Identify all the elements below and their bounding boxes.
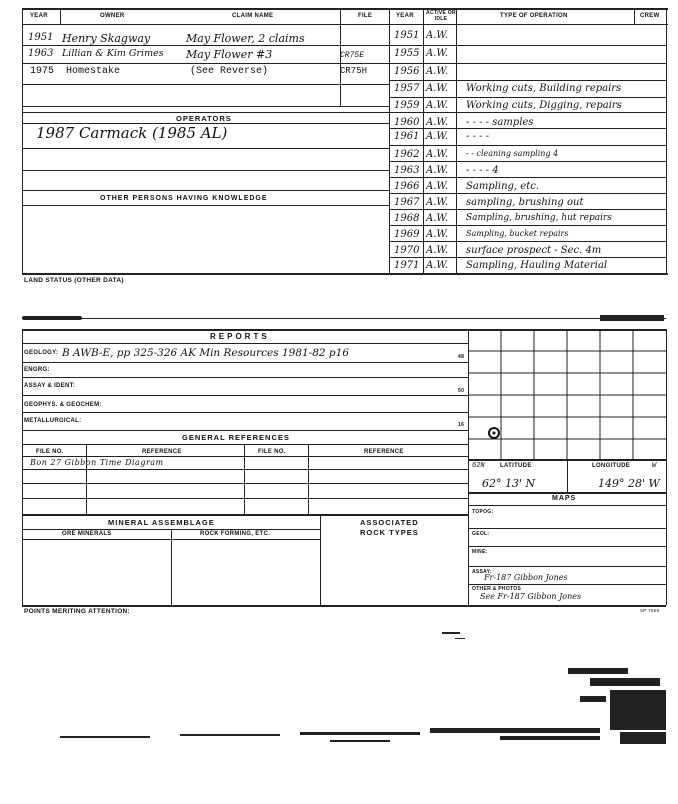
operation-row: 1966 A.W. Sampling, etc. [394, 181, 540, 192]
col-claim-name: CLAIM NAME [232, 13, 274, 19]
assoc-rock-title-2: ROCK TYPES [360, 528, 419, 537]
operation-row: 1970 A.W. surface prospect - Sec. 4m [394, 245, 602, 256]
col-owner: OWNER [100, 13, 125, 19]
points-meriting-attention-label: POINTS MERITING ATTENTION: [24, 608, 131, 615]
metallurgical-label: METALLURGICAL: [24, 418, 82, 424]
operation-row: 1959 A.W. Working cuts, Digging, repairs [394, 100, 622, 111]
operation-row: 1968 A.W. Sampling, brushing, hut repairs [394, 213, 612, 224]
owner-claim-3: (See Reverse) [190, 66, 269, 77]
operation-row: 1967 A.W. sampling, brushing out [394, 197, 584, 208]
operation-row: 1951 A.W. [394, 30, 449, 41]
maps-other-label: OTHER & PHOTOS [472, 586, 522, 592]
owner-year-3: 1975 [30, 66, 55, 77]
maps-mine-label: MINE: [472, 549, 488, 555]
mineral-col-rock: ROCK FORMING, ETC. [200, 531, 271, 537]
owner-year-1: 1951 [28, 32, 54, 43]
gr-col-file-no: FILE NO. [36, 449, 64, 455]
location-grid [468, 329, 666, 459]
operation-row: 1963 A.W. - - - - 4 [394, 165, 499, 176]
owner-file-2: CR75E [340, 51, 365, 60]
gr-col-file-no2: FILE NO. [258, 449, 286, 455]
owner-name-2: Lillian & Kim Grimes [62, 48, 164, 59]
longitude-label: LONGITUDE [592, 463, 631, 469]
maps-other-value: See Fr-187 Gibbon Jones [480, 592, 582, 601]
reports-title: REPORTS [210, 332, 270, 341]
scale-16: 16 [458, 422, 465, 428]
gr-entry: Bon 27 Gibbon Time Diagram [30, 458, 164, 467]
scale-48: 48 [458, 354, 465, 360]
operation-row: 1957 A.W. Working cuts, Building repairs [394, 83, 622, 94]
latitude-label: LATITUDE [500, 463, 532, 469]
col-crew: CREW [640, 13, 660, 19]
operation-row: 1956 A.W. [394, 66, 449, 77]
form-code: SP 7559 [640, 608, 660, 613]
maps-assay-label: ASSAY: [472, 569, 492, 575]
general-references-title: GENERAL REFERENCES [182, 433, 290, 442]
operators-title: OPERATORS [176, 114, 232, 123]
operators-entry: 1987 Carmack (1985 AL) [36, 124, 228, 142]
other-persons-title: OTHER PERSONS HAVING KNOWLEDGE [100, 195, 268, 202]
land-status-label: LAND STATUS (OTHER DATA) [24, 277, 124, 284]
operation-row: 1955 A.W. [394, 48, 449, 59]
geology-label: GEOLOGY: [24, 350, 59, 356]
assay-ident-label: ASSAY & IDENT: [24, 383, 76, 389]
col-active-idle: ACTIVE OR IDLE [426, 10, 456, 22]
operation-row: 1971 A.W. Sampling, Hauling Material [394, 260, 608, 271]
mineral-assemblage-title: MINERAL ASSEMBLAGE [108, 518, 215, 527]
latitude-prefix: 62N [472, 462, 485, 470]
scale-50: 50 [458, 388, 465, 394]
maps-assay-value: Fr-187 Gibbon Jones [484, 573, 568, 582]
col-type-of-operation: TYPE OF OPERATION [500, 13, 568, 19]
longitude-suffix: W [652, 462, 657, 470]
longitude-value: 149° 28' W [598, 477, 660, 490]
operation-row: 1962 A.W. - - cleaning sampling 4 [394, 149, 559, 160]
owner-name-3: Homestake [66, 66, 121, 77]
gr-col-reference2: REFERENCE [364, 449, 404, 455]
operation-row: 1969 A.W. Sampling, bucket repairs [394, 229, 569, 240]
owner-file-3: CR75H [340, 66, 368, 76]
gr-col-reference: REFERENCE [142, 449, 182, 455]
maps-title: MAPS [552, 495, 577, 502]
operation-row: 1960 A.W. - - - - samples [394, 117, 534, 128]
col-year: YEAR [30, 13, 48, 19]
maps-topog-label: TOPOG: [472, 509, 494, 515]
assoc-rock-title-1: ASSOCIATED [360, 518, 419, 527]
maps-geol-label: GEOL: [472, 531, 490, 537]
engrg-label: ENGRG: [24, 367, 50, 373]
owner-claim-1: May Flower, 2 claims [186, 32, 305, 45]
owner-claim-2: May Flower #3 [186, 48, 273, 61]
scan-artifacts [0, 620, 678, 804]
owner-year-2: 1963 [28, 48, 54, 59]
latitude-value: 62° 13' N [482, 477, 536, 490]
mineral-col-ore: ORE MINERALS [62, 531, 112, 537]
col-file: FILE [358, 13, 373, 19]
geology-value: B AWB-E, pp 325-326 AK Min Resources 1981-82 p16 [62, 347, 350, 359]
owner-name-1: Henry Skagway [62, 32, 151, 45]
geophys-label: GEOPHYS. & GEOCHEM: [24, 402, 102, 408]
col-year2: YEAR [396, 13, 414, 19]
operation-row: 1961 A.W. - - - - [394, 131, 490, 142]
